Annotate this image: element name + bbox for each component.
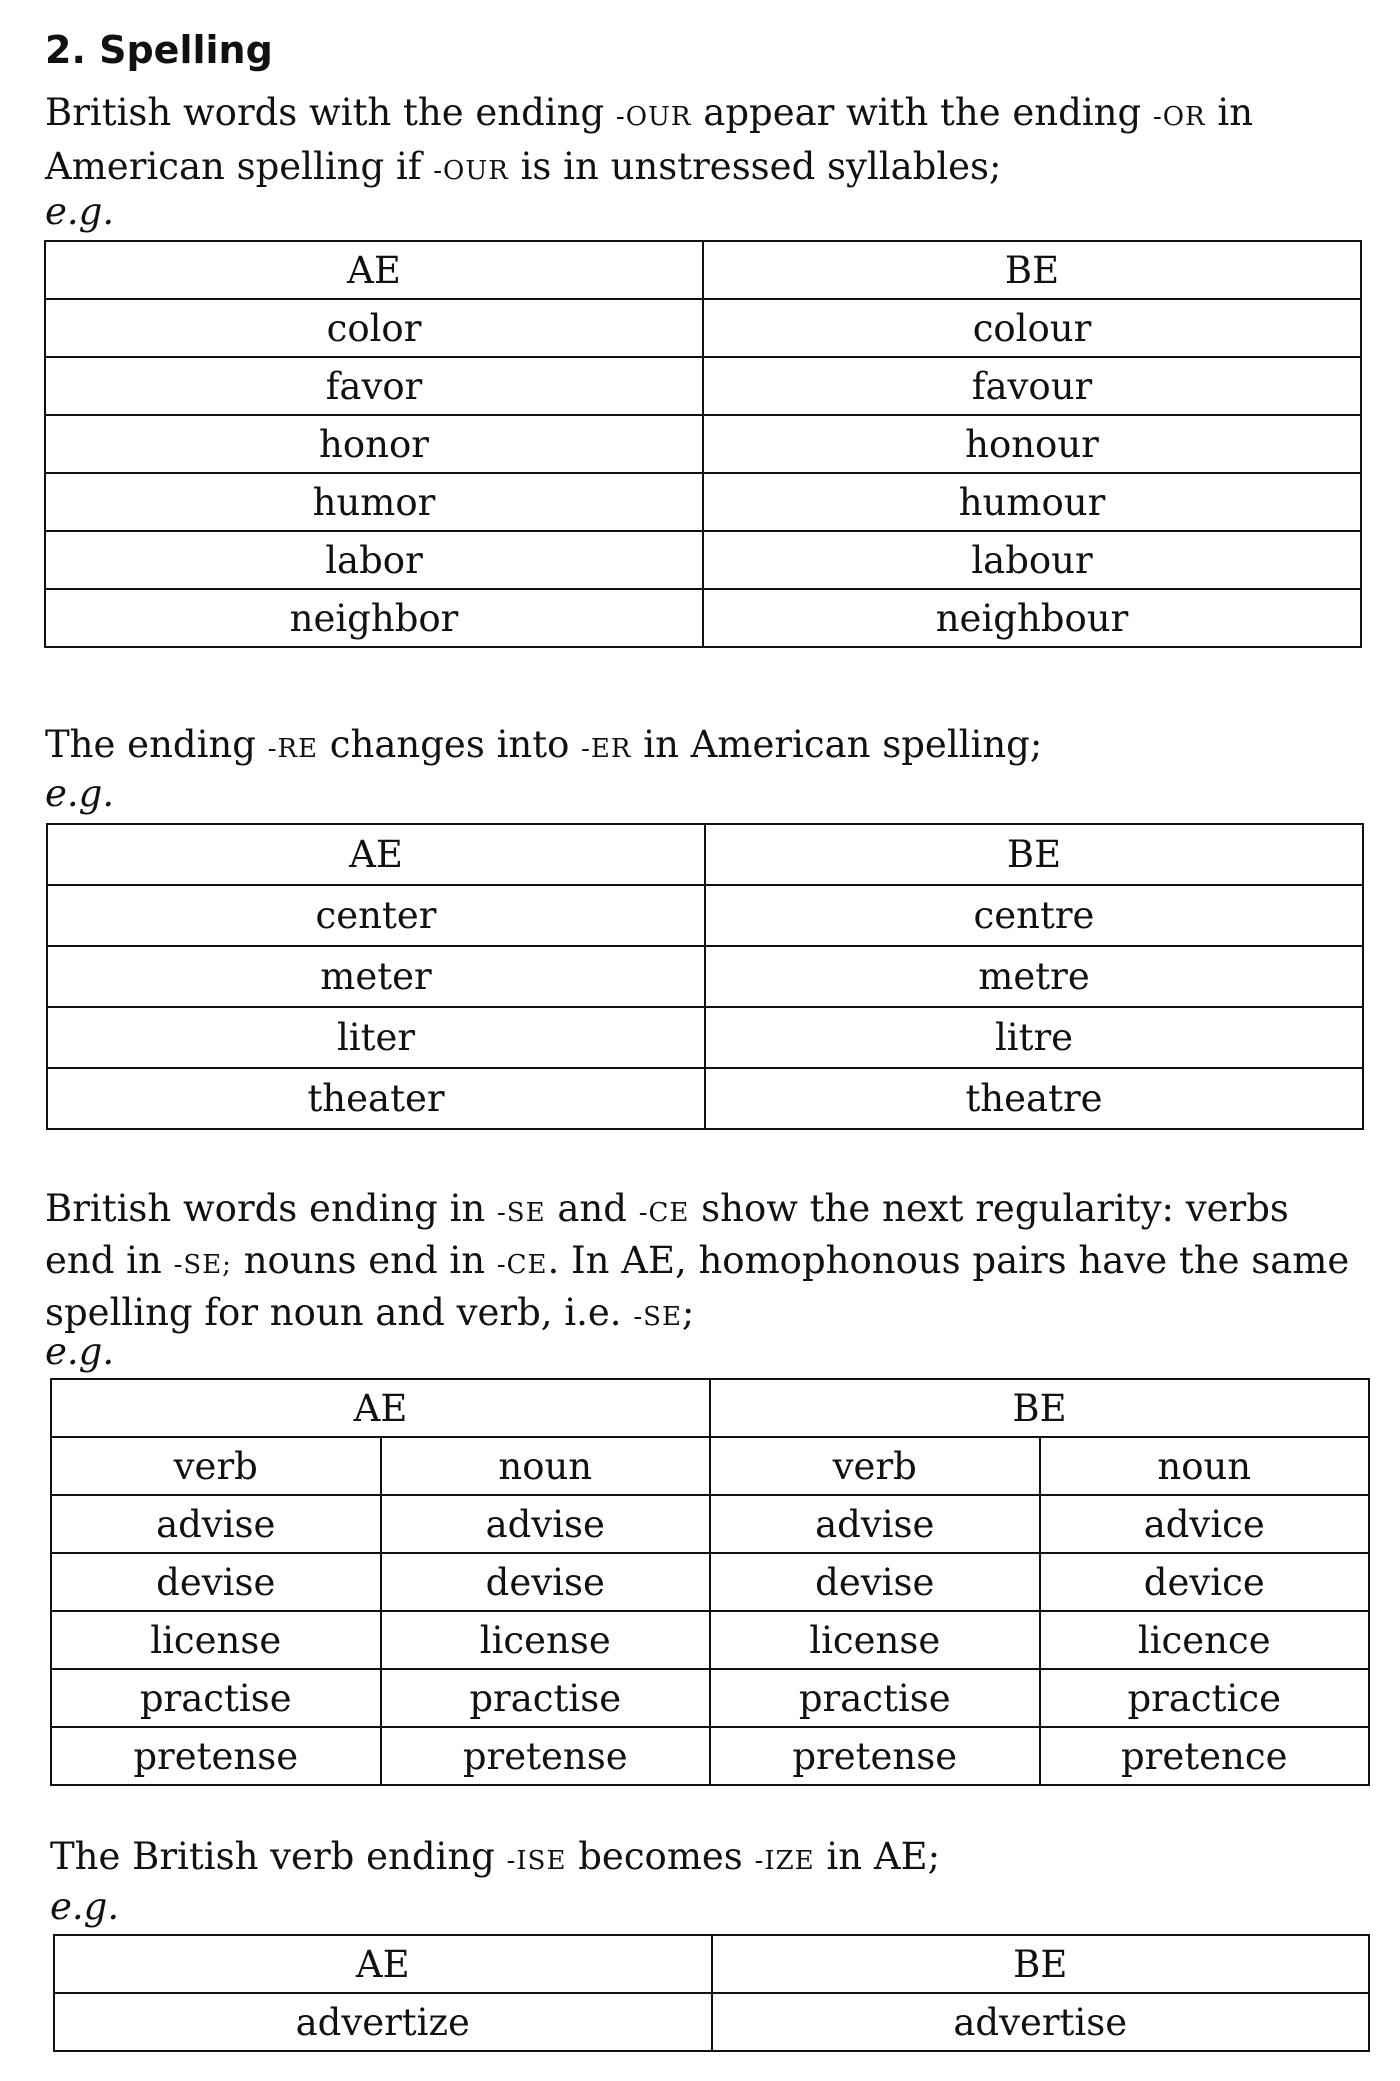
table-header-row	[45, 241, 1361, 299]
suffix: -OUR	[615, 102, 692, 132]
table-cell: colour	[703, 299, 1361, 357]
table-cell: pretense	[51, 1727, 381, 1785]
table-cell: pretense	[710, 1727, 1040, 1785]
table-row	[45, 473, 1361, 531]
section3-paragraph	[45, 1185, 1370, 1341]
table-cell: license	[710, 1611, 1040, 1669]
section-heading: 2. Spelling	[45, 28, 273, 72]
table-cell: metre	[705, 946, 1363, 1007]
table-cell: devise	[51, 1553, 381, 1611]
table-cell: advice	[1040, 1495, 1370, 1553]
text: The British verb ending	[50, 1835, 507, 1878]
text: The ending	[45, 723, 268, 766]
suffix: -CE	[496, 1250, 548, 1280]
table-cell: pretense	[381, 1727, 711, 1785]
header-cell: BE	[710, 1379, 1369, 1437]
suffix: -ER	[581, 734, 632, 764]
table-cell: license	[51, 1611, 381, 1669]
eg-label: e.g.	[45, 190, 115, 233]
suffix: -IZE	[754, 1846, 815, 1876]
table-cell: favor	[45, 357, 703, 415]
table-cell: litre	[705, 1007, 1363, 1068]
table-cell: devise	[381, 1553, 711, 1611]
our-or-table	[44, 240, 1362, 648]
table-cell: advise	[710, 1495, 1040, 1553]
table-cell: meter	[47, 946, 705, 1007]
table-row	[47, 885, 1363, 946]
table-cell: advise	[381, 1495, 711, 1553]
table-row	[45, 531, 1361, 589]
section4-paragraph	[50, 1832, 1375, 1886]
table-cell: humor	[45, 473, 703, 531]
table-row	[45, 357, 1361, 415]
subheader-cell: noun	[1040, 1437, 1370, 1495]
table-cell: honor	[45, 415, 703, 473]
eg-label: e.g.	[45, 1330, 115, 1373]
text: in AE;	[814, 1835, 941, 1878]
text: appear with the ending	[691, 91, 1153, 134]
se-ce-table	[50, 1378, 1370, 1786]
table-header-row	[54, 1935, 1369, 1993]
suffix: -OUR	[433, 156, 509, 186]
table-row	[47, 1068, 1363, 1129]
ise-ize-table	[53, 1934, 1370, 2052]
suffix: -SE;	[173, 1250, 232, 1280]
table-cell: liter	[47, 1007, 705, 1068]
text: changes into	[318, 723, 582, 766]
table-row	[45, 589, 1361, 647]
text: ;	[681, 1291, 695, 1334]
table-cell: theater	[47, 1068, 705, 1129]
table-row	[47, 1007, 1363, 1068]
suffix: -ISE	[506, 1846, 567, 1876]
subheader-cell: noun	[381, 1437, 711, 1495]
table-cell: honour	[703, 415, 1361, 473]
table-row	[51, 1495, 1369, 1553]
header-cell: BE	[705, 824, 1363, 885]
table-cell: centre	[705, 885, 1363, 946]
table-cell: favour	[703, 357, 1361, 415]
suffix: -OR	[1152, 102, 1206, 132]
text: in American spelling if	[45, 91, 1254, 188]
table-cell: licence	[1040, 1611, 1370, 1669]
header-cell: BE	[712, 1935, 1370, 1993]
suffix: -CE	[638, 1198, 690, 1228]
table-cell: pretence	[1040, 1727, 1370, 1785]
table-row	[51, 1611, 1369, 1669]
header-cell: BE	[703, 241, 1361, 299]
table-cell: neighbour	[703, 589, 1361, 647]
text: nouns end in	[231, 1239, 497, 1282]
table-cell: humour	[703, 473, 1361, 531]
table-cell: advertize	[54, 1993, 712, 2051]
table-cell: license	[381, 1611, 711, 1669]
table-row	[51, 1727, 1369, 1785]
suffix: -RE	[267, 734, 319, 764]
table-cell: theatre	[705, 1068, 1363, 1129]
eg-label: e.g.	[50, 1885, 120, 1928]
table-cell: practice	[1040, 1669, 1370, 1727]
table-row	[47, 946, 1363, 1007]
table-cell: advise	[51, 1495, 381, 1553]
text: British words with the ending	[45, 91, 616, 134]
section2-paragraph	[45, 720, 1370, 774]
table-group-header-row	[51, 1379, 1369, 1437]
text: and	[545, 1187, 639, 1230]
text: . In AE, homophonous pairs have the same spelling for noun and verb, i.e.	[45, 1239, 1350, 1334]
text: show the next regularity: verbs end in	[45, 1187, 1289, 1282]
section1-paragraph	[45, 88, 1370, 196]
subheader-cell: verb	[710, 1437, 1040, 1495]
table-cell: center	[47, 885, 705, 946]
table-cell: device	[1040, 1553, 1370, 1611]
table-cell: practise	[381, 1669, 711, 1727]
table-subheader-row	[51, 1437, 1369, 1495]
header-cell: AE	[54, 1935, 712, 1993]
suffix: -SE	[633, 1302, 682, 1332]
table-row	[51, 1553, 1369, 1611]
re-er-table	[46, 823, 1364, 1130]
table-header-row	[47, 824, 1363, 885]
text: British words ending in	[45, 1187, 498, 1230]
text: is in unstressed syllables;	[508, 145, 1002, 188]
text: becomes	[566, 1835, 755, 1878]
header-cell: AE	[51, 1379, 710, 1437]
header-cell: AE	[45, 241, 703, 299]
table-row	[54, 1993, 1369, 2051]
table-cell: devise	[710, 1553, 1040, 1611]
table-row	[51, 1669, 1369, 1727]
table-row	[45, 415, 1361, 473]
table-cell: labor	[45, 531, 703, 589]
suffix: -SE	[497, 1198, 546, 1228]
table-cell: labour	[703, 531, 1361, 589]
table-cell: practise	[710, 1669, 1040, 1727]
table-cell: neighbor	[45, 589, 703, 647]
table-row	[45, 299, 1361, 357]
table-cell: practise	[51, 1669, 381, 1727]
header-cell: AE	[47, 824, 705, 885]
text: in American spelling;	[631, 723, 1043, 766]
table-cell: advertise	[712, 1993, 1370, 2051]
table-cell: color	[45, 299, 703, 357]
eg-label: e.g.	[45, 772, 115, 815]
subheader-cell: verb	[51, 1437, 381, 1495]
